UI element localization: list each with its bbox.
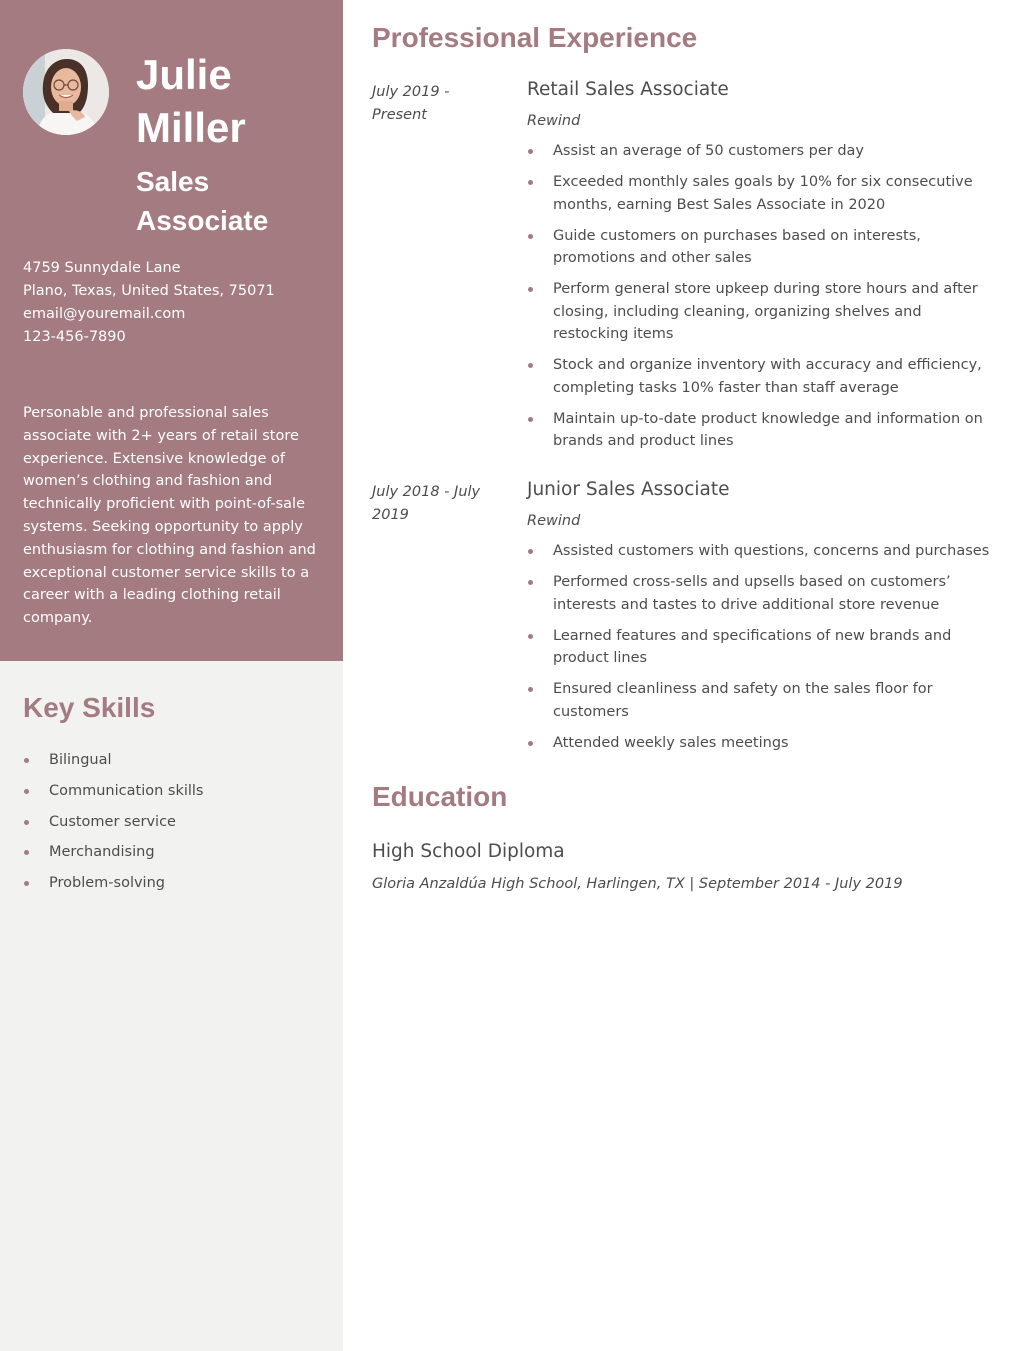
job-bullet: Stock and organize inventory with accuracy and efficiency, completing tasks 10% faster than staff average	[527, 354, 997, 399]
job-bullet: Assist an average of 50 customers per day	[527, 140, 997, 163]
job-bullets	[527, 140, 997, 453]
job-details	[527, 81, 997, 461]
profile-summary: Personable and professional sales associate with 2+ years of retail store experience. Extensive knowledge of women’s clothing and fashion and technically proficient with point-of-sale systems. Seeking opportunity to apply enthusiasm for clothing and fashion and exceptional customer service skills to a career with a leading clothing retail company.	[23, 405, 316, 627]
last-name: Miller	[136, 104, 246, 151]
job-bullet: Guide customers on purchases based on interests, promotions and other sales	[527, 225, 997, 270]
skill-item: Bilingual	[23, 749, 204, 780]
first-name: Julie	[136, 51, 232, 98]
job-bullet: Attended weekly sales meetings	[527, 732, 997, 755]
skill-item: Communication skills	[23, 780, 204, 811]
skills-list	[23, 749, 204, 903]
contact-email[interactable]: email@youremail.com	[23, 306, 186, 322]
job-role	[136, 162, 268, 240]
role-line-2: Associate	[136, 205, 269, 236]
sidebar-header	[0, 0, 343, 661]
job-dates: July 2018 - July 2019	[372, 484, 481, 523]
job-details	[527, 481, 997, 763]
skill-item: Customer service	[23, 811, 204, 842]
key-skills-heading: Key Skills	[23, 692, 156, 723]
contact-street: 4759 Sunnydale Lane	[23, 260, 181, 276]
job-bullet: Assisted customers with questions, concerns and purchases	[527, 540, 997, 563]
job-title: Junior Sales Associate	[527, 479, 730, 500]
sidebar	[0, 0, 343, 1351]
job-bullet: Ensured cleanliness and safety on the sales floor for customers	[527, 678, 997, 723]
job-title: Retail Sales Associate	[527, 79, 729, 100]
contact-info	[23, 257, 275, 349]
job-bullet: Perform general store upkeep during store hours and after closing, including cleaning, organizing shelves and restocking items	[527, 278, 997, 346]
job-bullet: Exceeded monthly sales goals by 10% for six consecutive months, earning Best Sales Associate in 2020	[527, 171, 997, 216]
skill-item: Problem-solving	[23, 872, 204, 903]
professional-experience-heading: Professional Experience	[372, 22, 698, 53]
job-company: Rewind	[527, 113, 581, 129]
candidate-name	[136, 48, 246, 154]
education-heading: Education	[372, 781, 508, 812]
job-bullet: Learned features and specifications of new brands and product lines	[527, 625, 997, 670]
job-bullet: Maintain up-to-date product knowledge and information on brands and product lines	[527, 408, 997, 453]
education-degree: High School Diploma	[372, 841, 565, 862]
job-bullet: Performed cross-sells and upsells based on customers’ interests and tastes to drive additional store revenue	[527, 571, 997, 616]
education-detail: Gloria Anzaldúa High School, Harlingen, TX | September 2014 - July 2019	[372, 876, 903, 892]
contact-phone: 123-456-7890	[23, 329, 126, 345]
profile-photo-icon	[23, 49, 109, 135]
job-bullets	[527, 540, 997, 754]
job-dates: July 2019 - Present	[372, 84, 450, 123]
skill-item: Merchandising	[23, 841, 204, 872]
role-line-1: Sales	[136, 166, 210, 197]
job-company: Rewind	[527, 513, 581, 529]
contact-city: Plano, Texas, United States, 75071	[23, 283, 275, 299]
avatar	[23, 49, 109, 135]
